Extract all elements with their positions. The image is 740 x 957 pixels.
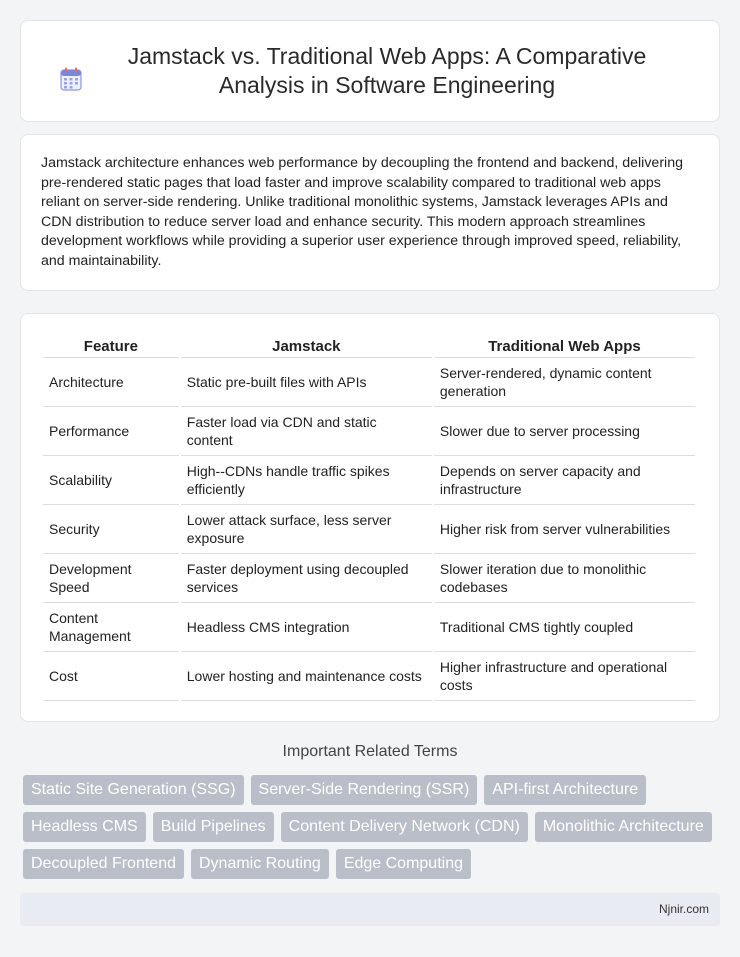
traditional-cell: Depends on server capacity and infrastructure — [434, 456, 695, 505]
table-row — [43, 456, 695, 505]
table-row — [43, 554, 695, 603]
traditional-cell: Slower due to server processing — [434, 407, 695, 456]
jamstack-cell: Lower hosting and maintenance costs — [181, 652, 432, 701]
jamstack-cell: Lower attack surface, less server exposure — [181, 505, 432, 554]
related-terms-list — [23, 775, 723, 879]
related-term-tag[interactable]: Dynamic Routing — [191, 849, 329, 879]
related-term-tag[interactable]: Edge Computing — [336, 849, 471, 879]
traditional-cell: Slower iteration due to monolithic codebases — [434, 554, 695, 603]
jamstack-cell: Headless CMS integration — [181, 603, 432, 652]
header-traditional: Traditional Web Apps — [434, 332, 695, 358]
related-term-tag[interactable]: Decoupled Frontend — [23, 849, 184, 879]
page-title: Jamstack vs. Traditional Web Apps: A Comparative Analysis in Software Engineering — [127, 43, 647, 98]
related-term-tag[interactable]: API-first Architecture — [484, 775, 646, 805]
related-term-tag[interactable]: Build Pipelines — [153, 812, 274, 842]
related-term-tag[interactable]: Content Delivery Network (CDN) — [281, 812, 528, 842]
related-term-tag[interactable]: Server-Side Rendering (SSR) — [251, 775, 478, 805]
traditional-cell: Higher infrastructure and operational costs — [434, 652, 695, 701]
header-feature: Feature — [43, 332, 179, 358]
table-row — [43, 603, 695, 652]
jamstack-cell: Faster load via CDN and static content — [181, 407, 432, 456]
footer-source: Njnir.com — [20, 893, 720, 926]
table-row — [43, 652, 695, 701]
feature-cell: Cost — [43, 652, 179, 701]
feature-cell: Architecture — [43, 358, 179, 407]
comparison-table — [41, 332, 697, 701]
jamstack-cell: High--CDNs handle traffic spikes efficiently — [181, 456, 432, 505]
jamstack-cell: Faster deployment using decoupled services — [181, 554, 432, 603]
table-header-row — [43, 332, 695, 358]
feature-cell: Development Speed — [43, 554, 179, 603]
related-term-tag[interactable]: Monolithic Architecture — [535, 812, 712, 842]
jamstack-cell: Static pre-built files with APIs — [181, 358, 432, 407]
table-row — [43, 358, 695, 407]
title-card — [20, 20, 720, 122]
table-row — [43, 407, 695, 456]
comparison-table-card — [20, 313, 720, 722]
traditional-cell: Higher risk from server vulnerabilities — [434, 505, 695, 554]
feature-cell: Performance — [43, 407, 179, 456]
traditional-cell: Server-rendered, dynamic content generation — [434, 358, 695, 407]
header-jamstack: Jamstack — [181, 332, 432, 358]
summary-text: Jamstack architecture enhances web performance by decoupling the frontend and backend, delivering pre-rendered static pages that load faster and improve scalability compared to traditional web apps reliant on server-side rendering. Unlike traditional monolithic systems, Jamstack leverages APIs and CDN distribution to reduce server load and enhance security. This modern approach streamlines development workflows while providing a superior user experience through improved speed, reliability, and maintainability. — [41, 155, 683, 269]
feature-cell: Content Management — [43, 603, 179, 652]
feature-cell: Scalability — [43, 456, 179, 505]
related-term-tag[interactable]: Headless CMS — [23, 812, 146, 842]
related-terms-heading: Important Related Terms — [282, 743, 458, 760]
traditional-cell: Traditional CMS tightly coupled — [434, 603, 695, 652]
table-row — [43, 505, 695, 554]
feature-cell: Security — [43, 505, 179, 554]
related-term-tag[interactable]: Static Site Generation (SSG) — [23, 775, 244, 805]
calendar-icon — [60, 67, 82, 91]
summary-card — [20, 134, 720, 291]
